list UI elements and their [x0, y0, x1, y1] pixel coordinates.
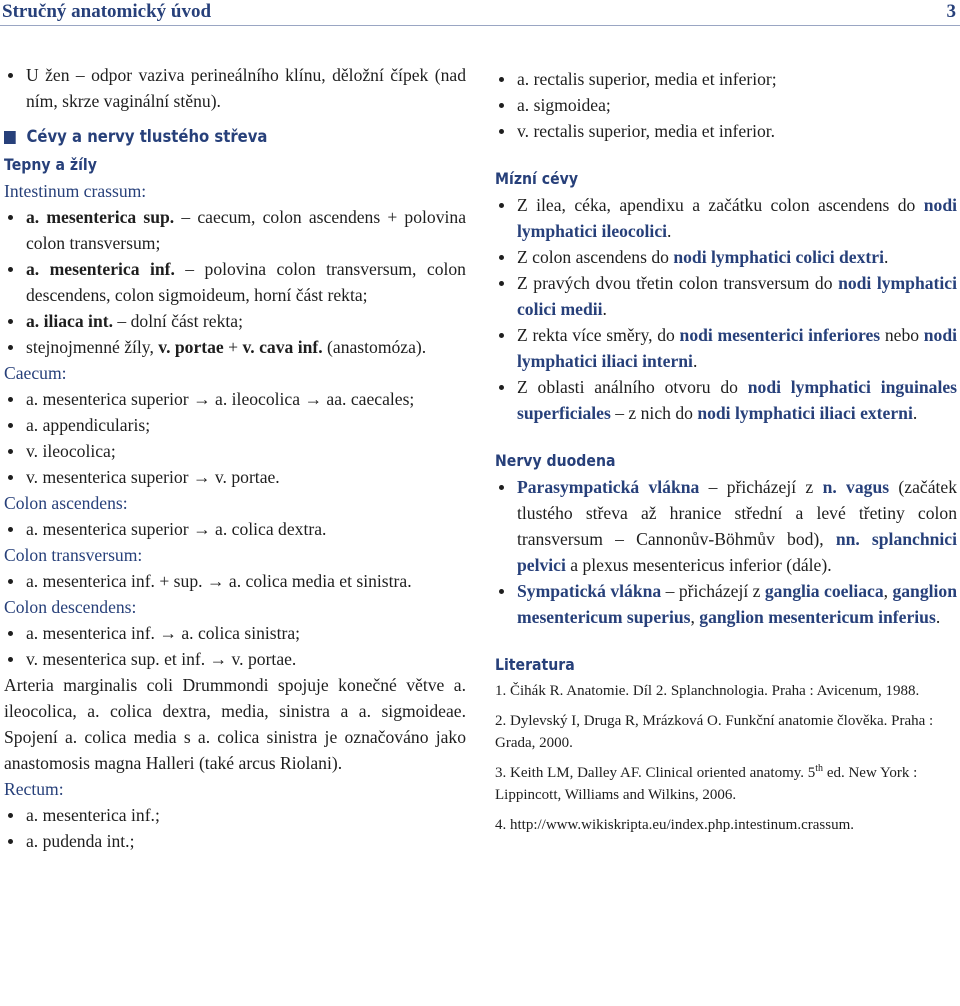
nerves-title: Nervy duodena — [495, 451, 616, 470]
rectum-continued-list — [495, 66, 957, 144]
list-item: Z pravých dvou třetin colon transversum do nodi lymphatici colici medii. — [495, 270, 957, 322]
ascendens-label: Colon ascendens: — [4, 493, 128, 513]
list-item: a. iliaca int. – dolní část rekta; — [4, 308, 466, 334]
reference-item: 1. Čihák R. Anatomie. Díl 2. Splanchnologia. Praha : Avicenum, 1988. — [495, 683, 920, 699]
list-item: v. rectalis superior, media et inferior. — [495, 118, 957, 144]
list-item: Z ilea, céka, apendixu a začátku colon ascendens do nodi lymphatici ileocolici. — [495, 192, 957, 244]
list-item: a. mesenterica inf. – polovina colon transversum, colon descendens, colon sigmoideum, horní část rekta; — [4, 256, 466, 308]
square-bullet-icon — [4, 131, 16, 144]
left-column — [4, 62, 466, 854]
list-item: a. appendicularis; — [4, 412, 466, 438]
list-item: a. mesenterica superior → a. colica dextra. — [4, 516, 466, 542]
intestinum-list — [4, 204, 466, 360]
reference-list — [495, 680, 957, 836]
lymph-title: Mízní cévy — [495, 169, 579, 188]
list-item: a. sigmoidea; — [495, 92, 957, 118]
ascendens-list — [4, 516, 466, 542]
list-item: v. mesenterica sup. et inf. → v. portae. — [4, 646, 466, 672]
list-item: Parasympatická vlákna – přicházejí z n. vagus (začátek tlustého střeva až hranice střední a levé třetiny colon transversum – Cannonův-Böhmův bod), nn. splanchnici pelvici a plexus mesentericus inferior (dále). — [495, 474, 957, 578]
header-title: Stručný anatomický úvod — [2, 1, 212, 22]
reference-item: 3. Keith LM, Dalley AF. Clinical oriented anatomy. 5th ed. New York : Lippincott, Williams and Wilkins, 2006. — [495, 763, 918, 803]
list-item: a. mesenterica sup. – caecum, colon ascendens + polovina colon transversum; — [4, 204, 466, 256]
list-item: U žen – odpor vaziva perineálního klínu, děložní čípek (nad ním, skrze vaginální stěnu). — [4, 62, 466, 114]
list-item: Z rekta více směry, do nodi mesenterici inferiores nebo nodi lymphatici iliaci interni. — [495, 322, 957, 374]
marginalis-paragraph: Arteria marginalis coli Drummondi spojuje konečné větve a. ileocolica, a. colica dextra, media, sinistra a a. sigmoideae. Spojení a. colica media s a. colica sinistra je označováno jako anastomosis magna Halleri (také arcus Riolani). — [4, 675, 466, 773]
section-title: Cévy a nervy tlustého střeva — [4, 124, 420, 150]
intestinum-label: Intestinum crassum: — [4, 181, 147, 201]
rectum-list — [4, 802, 466, 854]
literature-title: Literatura — [495, 655, 575, 674]
reference-item: 4. http://www.wikiskripta.eu/index.php.intestinum.crassum. — [495, 817, 854, 833]
subsection-title: Tepny a žíly — [4, 155, 97, 174]
rectum-label: Rectum: — [4, 779, 64, 799]
list-item: stejnojmenné žíly, v. portae + v. cava inf. (anastomóza). — [4, 334, 466, 360]
descendens-list — [4, 620, 466, 672]
list-item: a. mesenterica inf.; — [4, 802, 466, 828]
list-item: a. rectalis superior, media et inferior; — [495, 66, 957, 92]
lymph-list — [495, 192, 957, 426]
list-item: Z oblasti análního otvoru do nodi lymphatici inguinales superficiales – z nich do nodi lymphatici iliaci externi. — [495, 374, 957, 426]
transversum-label: Colon transversum: — [4, 545, 143, 565]
list-item: a. mesenterica superior → a. ileocolica → aa. caecales; — [4, 386, 466, 412]
list-item: v. mesenterica superior → v. portae. — [4, 464, 466, 490]
list-item: a. pudenda int.; — [4, 828, 466, 854]
nerves-list — [495, 474, 957, 630]
transversum-list — [4, 568, 466, 594]
intro-list — [4, 62, 466, 114]
page-number: 3 — [946, 1, 956, 22]
running-header — [0, 0, 960, 26]
list-item: a. mesenterica inf. → a. colica sinistra; — [4, 620, 466, 646]
list-item: Sympatická vlákna – přicházejí z ganglia coeliaca, ganglion mesentericum superius, ganglion mesentericum inferius. — [495, 578, 957, 630]
list-item: v. ileocolica; — [4, 438, 466, 464]
caecum-label: Caecum: — [4, 363, 67, 383]
list-item: Z colon ascendens do nodi lymphatici colici dextri. — [495, 244, 957, 270]
descendens-label: Colon descendens: — [4, 597, 137, 617]
caecum-list — [4, 386, 466, 490]
right-column — [495, 66, 957, 844]
list-item: a. mesenterica inf. + sup. → a. colica media et sinistra. — [4, 568, 466, 594]
reference-item: 2. Dylevský I, Druga R, Mrázková O. Funkční anatomie člověka. Praha : Grada, 2000. — [495, 713, 934, 751]
